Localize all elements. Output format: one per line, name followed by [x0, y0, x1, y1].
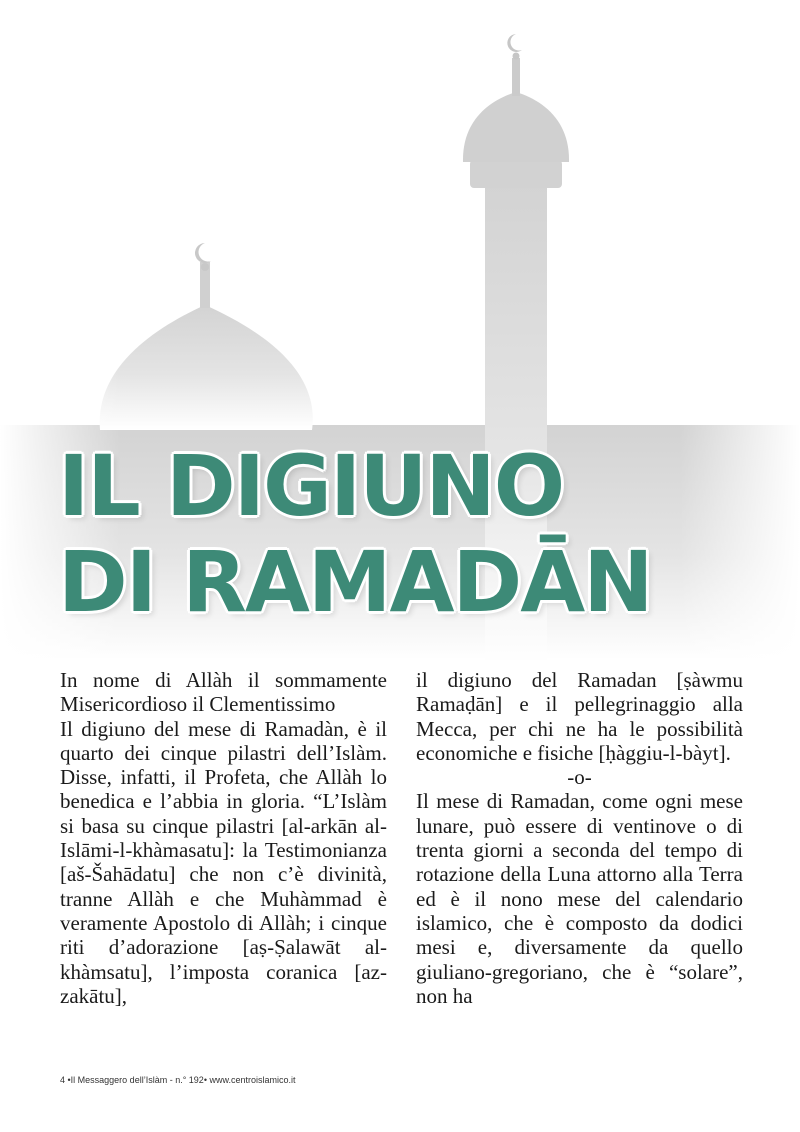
invocation-paragraph: In nome di Allàh il sommamente Misericordioso il Clementissimo [60, 668, 387, 717]
column-right [416, 668, 743, 1008]
title-line-2: DI RAMADĀN [58, 533, 652, 631]
section-divider: -o- [567, 765, 592, 790]
title-line-1: IL DIGIUNO [58, 437, 564, 535]
column-left [60, 668, 387, 1008]
page-title [58, 438, 652, 630]
body-paragraph: Il mese di Ramadan, come ogni mese lunare, può essere di ventinove o di trenta giorni a seconda del tempo di rotazione della Luna attorno alla Terra ed è il nono mese del calendario islamico, che è composto da dodici mesi e, diversamente da quello giuliano-gregoriano, che è “solare”, non ha [416, 789, 743, 1008]
article-body [60, 668, 743, 1008]
page-footer: 4 •Il Messaggero dell’Islàm - n.° 192• www.centroislamico.it [60, 1075, 296, 1085]
body-paragraph: il digiuno del Ramadan [ṣàwmu Ramaḍān] e il pellegrinaggio alla Mecca, per chi ne ha le possibilità economiche e fisiche [ḥàggiu-l-bàyt]. [416, 668, 743, 765]
body-paragraph: Il digiuno del mese di Ramadàn, è il quarto dei cinque pilastri dell’Islàm. Disse, infatti, il Profeta, che Allàh lo benedica e l’abbia in gloria. “L’Islàm si basa su cinque pilastri [al-arkān al-Islāmi-l-khàmasatu]: la Testimonianza [aš-Šahādatu] che non c’è divinità, tranne Allàh e che Muhàmmad è veramente Apostolo di Allàh; i cinque riti d’adorazione [aṣ-Ṣalawāt al-khàmsatu], l’imposta coranica [az-zakātu], [60, 716, 387, 1008]
